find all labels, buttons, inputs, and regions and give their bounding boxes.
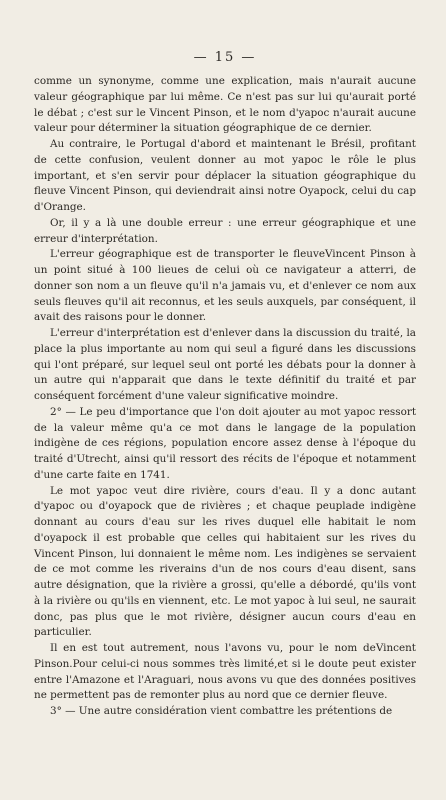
paragraph-6: 2° — Le peu d'importance que l'on doit ajouter au mot yapoc ressort de la valeur même qu'a ce mot dans le langage de la population indigène de ces régions, population encore assez dense à l'époque du traité d'Utrecht, ainsi qu'il ressort des récits de l'époque et notamment d'une carte faite en 1741. xyxy=(34,405,416,481)
paragraph-4: L'erreur géographique est de transporter le fleuveVincent Pinson à un point situé à 100 lieues de celui où ce navigateur a atterri, de donner son nom a un fleuve qu'il n'a jamais vu, et d'enlever ce nom aux seuls fleuves qu'il ait reconnus, et les seuls auxquels, par conséquent, il avait des raisons pour le donner. xyxy=(34,248,416,324)
paragraph-1: comme un synonyme, comme une explication, mais n'aurait aucune valeur géographique par lui même. Ce n'est pas sur lui qu'aurait porté le débat ; c'est sur le Vincent Pinson, et le nom d'yapoc n'aurait aucune valeur pour déterminer la situation géographique de ce dernier. xyxy=(34,75,416,135)
paragraph-9: 3° — Une autre considération vient combattre les prétentions de xyxy=(50,705,393,717)
paragraph-8: Il en est tout autrement, nous l'avons vu, pour le nom deVincent Pinson.Pour celui-ci nous sommes très limité,et si le doute peut exister entre l'Amazone et l'Araguari, nous avons vu que des données positives ne permettent pas de remonter plus au nord que ce dernier fleuve. xyxy=(34,642,416,702)
paragraph-2: Au contraire, le Portugal d'abord et maintenant le Brésil, profitant de cette confusion, veulent donner au mot yapoc le rôle le plus important, et s'en servir pour déplacer la situation géographique du fleuve Vincent Pinson, qui deviendrait ainsi notre Oyapock, celui du cap d'Orange. xyxy=(34,138,416,213)
page-number: — 15 — xyxy=(193,50,257,65)
paragraph-5: L'erreur d'interprétation est d'enlever dans la discussion du traité, la place la plus importante au nom qui seul a figuré dans les discussions qui l'ont préparé, sur lequel seul ont porté les débats pour la donner à un autre qui n'apparait que dans le texte définitif du traité et par conséquent forcément d'une valeur significative moindre. xyxy=(34,327,416,402)
paragraph-3: Or, il y a là une double erreur : une erreur géographique et une erreur d'interprétation. xyxy=(34,216,416,245)
body-text xyxy=(34,74,416,720)
paragraph-7: Le mot yapoc veut dire rivière, cours d'eau. Il y a donc autant d'yapoc ou d'oyapock que de rivières ; et chaque peuplade indigène donnant au cours d'eau sur les rives duquel elle habitait le nom d'oyapock il est probable que celles qui habitaient sur les rives du Vincent Pinson, lui donnaient le même nom. Les indigènes se servaient de ce mot comme les riverains d'un de nos cours d'eau disent, sans autre désignation, que la rivière a grossi, qu'elle a débordé, qu'ils vont à la rivière ou qu'ils en viennent, etc. Le mot yapoc à lui seul, ne saurait donc, pas plus que le mot rivière, désigner aucun cours d'eau en particulier. xyxy=(34,484,416,639)
